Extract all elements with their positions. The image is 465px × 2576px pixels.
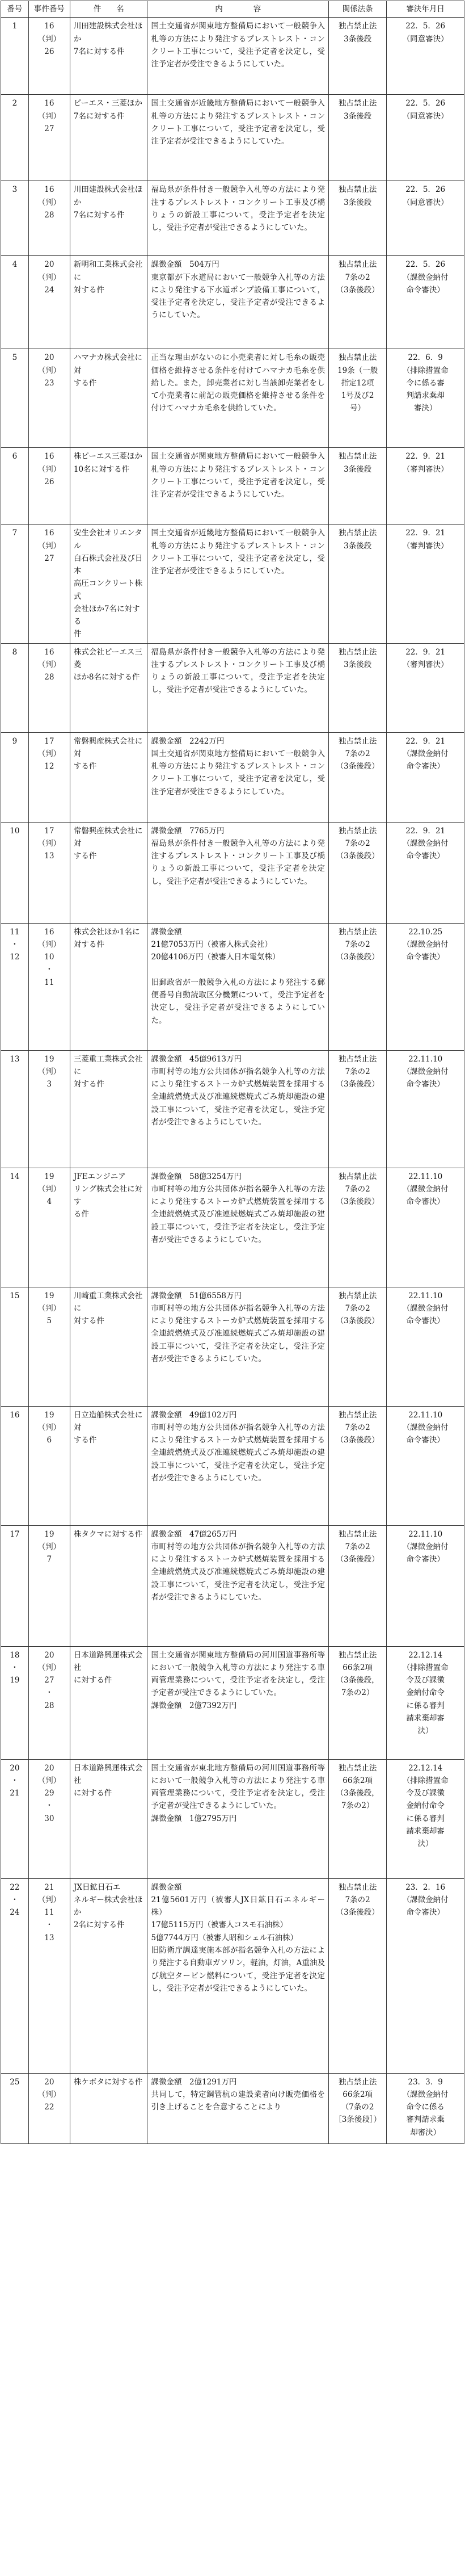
decision-date: 22．5．26 （同意審決） <box>387 181 464 256</box>
case-title: 三菱重工業株式会社に 対する件 <box>70 1050 147 1168</box>
decision-date: 22.11.10 （課徴金納付 命令審決） <box>387 1168 464 1287</box>
case-title: 常磐興産株式会社に対 する件 <box>70 732 147 822</box>
case-title: 日本道路興運株式会社 に対する件 <box>70 1759 147 1878</box>
table-row <box>1 448 464 525</box>
decision-date: 22．9．21 （審判審決） <box>387 643 464 732</box>
case-title: ハマナカ株式会社に対 する件 <box>70 349 147 448</box>
table-row <box>1 1878 464 2073</box>
decision-date: 22．5．26 （課徴金納付 命令審決） <box>387 256 464 349</box>
case-title: JX日鉱日石エ ネルギー株式会社ほか 2名に対する件 <box>70 1878 147 2073</box>
row-number: 6 <box>1 448 29 525</box>
case-title: ピーエス・三菱ほか 7名に対する件 <box>70 95 147 181</box>
case-number: 21 （判） 11 ・ 13 <box>28 1878 70 2073</box>
row-number: 17 <box>1 1525 29 1646</box>
table-body <box>1 18 464 2143</box>
related-law: 独占禁止法 3条後段 <box>328 181 386 256</box>
table-row <box>1 525 464 643</box>
header-case-number: 事件番号 <box>28 1 70 18</box>
case-number: 16 （判） 27 <box>28 95 70 181</box>
case-content: 課徴金額 2242万円 国土交通省が関東地方整備局において一般競争入札等の方法により発注するプレストレスト・コンクリート工事について，受注予定者を決定し，受注予定者が受注できるようにしていた。 <box>147 732 328 822</box>
header-law: 関係法条 <box>328 1 386 18</box>
case-content: 国土交通省が東北地方整備局の河川国道事務所等において一般競争入札等の方法により発注する車両管理業務について，受注予定者を決定し，受注予定者が受注できるようにしていた。 課徴金額 1億2795万円 <box>147 1759 328 1878</box>
case-title: 株ピーエス三菱ほか 10名に対する件 <box>70 448 147 525</box>
case-number: 19 （判） 5 <box>28 1287 70 1406</box>
row-number: 25 <box>1 2073 29 2143</box>
row-number: 7 <box>1 525 29 643</box>
table-row <box>1 256 464 349</box>
row-number: 18 ・ 19 <box>1 1646 29 1759</box>
row-number: 22 ・ 24 <box>1 1878 29 2073</box>
case-content: 国土交通省が関東地方整備局において一般競争入札等の方法により発注するプレストレスト・コンクリート工事について，受注予定者を決定し，受注予定者が受注できるようにしていた。 <box>147 18 328 95</box>
case-content: 課徴金額 58億3254万円 市町村等の地方公共団体が指名競争入札等の方法により発注するストーカ炉式燃焼装置を採用する全連続燃焼式及び准連続燃焼式ごみ焼却施設の建設工事について，受注予定者を決定し，受注予定者が受注できるようにしていた。 <box>147 1168 328 1287</box>
case-number: 17 （判） 13 <box>28 822 70 923</box>
case-content: 課徴金額 504万円 東京都が下水道局において一般競争入札等の方法により発注する下水道ポンプ設備工事について，受注予定者を決定し，受注予定者が受注できるようにしていた。 <box>147 256 328 349</box>
case-number: 20 （判） 27 ・ 28 <box>28 1646 70 1759</box>
related-law: 独占禁止法 7条の2 （3条後段） <box>328 1168 386 1287</box>
row-number: 11 ・ 12 <box>1 923 29 1050</box>
row-number: 8 <box>1 643 29 732</box>
case-content: 国土交通省が関東地方整備局の河川国道事務所等において一般競争入札等の方法により発注する車両管理業務について，受注予定者を決定し，受注予定者が受注できるようにしていた。 課徴金額 2億7392万円 <box>147 1646 328 1759</box>
case-content: 課徴金額 2億1291万円 共同して，特定鋼管杭の建設業者向け販売価格を引き上げることを合意することにより <box>147 2073 328 2143</box>
related-law: 独占禁止法 3条後段 <box>328 525 386 643</box>
table-row <box>1 1287 464 1406</box>
table-row <box>1 643 464 732</box>
case-content: 福島県が条件付き一般競争入札等の方法により発注するプレストレスト・コンクリート工事及び橋りょうの新設工事について，受注予定者を決定し，受注予定者が受注できるようにしていた。 <box>147 643 328 732</box>
case-title: 株ケボタに対する件 <box>70 2073 147 2143</box>
related-law: 独占禁止法 7条の2 （3条後段） <box>328 1287 386 1406</box>
case-title: 常磐興産株式会社に対 する件 <box>70 822 147 923</box>
header-row <box>1 1 464 18</box>
table-row <box>1 2073 464 2143</box>
case-content: 課徴金額 47億265万円 市町村等の地方公共団体が指名競争入札等の方法により発注するストーカ炉式燃焼装置を採用する全連続燃焼式及び准連続燃焼式ごみ焼却施設の建設工事について，受注予定者を決定し，受注予定者が受注できるようにしていた。 <box>147 1525 328 1646</box>
case-content: 国土交通省が関東地方整備局において一般競争入札等の方法により発注するプレストレスト・コンクリート工事について，受注予定者を決定し，受注予定者が受注できるようにしていた。 <box>147 448 328 525</box>
case-number: 19 （判） 4 <box>28 1168 70 1287</box>
decision-date: 22.11.10 （課徴金納付 命令審決） <box>387 1525 464 1646</box>
case-number: 20 （判） 29 ・ 30 <box>28 1759 70 1878</box>
decision-date: 22.11.10 （課徴金納付 命令審決） <box>387 1050 464 1168</box>
case-title: 川崎重工業株式会社に 対する件 <box>70 1287 147 1406</box>
case-title: 株式会社ほか1名に 対する件 <box>70 923 147 1050</box>
related-law: 独占禁止法 7条の2 （3条後段） <box>328 256 386 349</box>
related-law: 独占禁止法 66条2項 （3条後段， 7条の2） <box>328 1646 386 1759</box>
case-number: 16 （判） 27 <box>28 525 70 643</box>
table-row <box>1 1168 464 1287</box>
decision-date: 22.11.10 （課徴金納付 命令審決） <box>387 1287 464 1406</box>
decision-date: 23．2．16 （課徴金納付 命令審決） <box>387 1878 464 2073</box>
decision-date: 22.11.10 （課徴金納付 命令審決） <box>387 1406 464 1525</box>
decision-date: 22.12.14 （排除措置命 令及び課徴 金納付命令 に係る審判 請求棄却審 決） <box>387 1759 464 1878</box>
case-title: 日立造船株式会社に対 する件 <box>70 1406 147 1525</box>
row-number: 14 <box>1 1168 29 1287</box>
case-table <box>1 1 464 2144</box>
table-row <box>1 1525 464 1646</box>
case-number: 16 （判） 26 <box>28 18 70 95</box>
case-number: 17 （判） 12 <box>28 732 70 822</box>
decision-date: 22．9．21 （審判審決） <box>387 448 464 525</box>
row-number: 13 <box>1 1050 29 1168</box>
case-number: 20 （判） 24 <box>28 256 70 349</box>
table-row <box>1 1759 464 1878</box>
case-content: 課徴金額 51億6558万円 市町村等の地方公共団体が指名競争入札等の方法により発注するストーカ炉式燃焼装置を採用する全連続燃焼式及び准連続燃焼式ごみ焼却施設の建設工事について，受注予定者を決定し，受注予定者が受注できるようにしていた。 <box>147 1287 328 1406</box>
case-title: 株タクマに対する件 <box>70 1525 147 1646</box>
table-row <box>1 732 464 822</box>
row-number: 10 <box>1 822 29 923</box>
case-content: 課徴金額 49億102万円 市町村等の地方公共団体が指名競争入札等の方法により発注するストーカ炉式燃焼装置を採用する全連続燃焼式及び准連続燃焼式ごみ焼却施設の建設工事について，受注予定者を決定し，受注予定者が受注できるようにしていた。 <box>147 1406 328 1525</box>
related-law: 独占禁止法 7条の2 （3条後段） <box>328 732 386 822</box>
case-title: 日本道路興運株式会社 に対する件 <box>70 1646 147 1759</box>
related-law: 独占禁止法 7条の2 （3条後段） <box>328 1406 386 1525</box>
case-content: 国土交通省が近畿地方整備局において一般競争入札等の方法により発注するプレストレスト・コンクリート工事について，受注予定者を決定し，受注予定者が受注できるようにしていた。 <box>147 95 328 181</box>
case-content: 課徴金額 45億9613万円 市町村等の地方公共団体が指名競争入札等の方法により発注するストーカ炉式燃焼装置を採用する全連続燃焼式及び准連続燃焼式ごみ焼却施設の建設工事について，受注予定者を決定し，受注予定者が受注できるようにしていた。 <box>147 1050 328 1168</box>
related-law: 独占禁止法 7条の2 （3条後段） <box>328 822 386 923</box>
table-row <box>1 822 464 923</box>
case-content: 国土交通省が近畿地方整備局において一般競争入札等の方法により発注するプレストレスト・コンクリート工事について，受注予定者を決定し，受注予定者が受注できるようにしていた。 <box>147 525 328 643</box>
case-title: JFEエンジニア リング株式会社に対す る件 <box>70 1168 147 1287</box>
case-title: 安生会社オリエンタル 白石株式会社及び日本 高圧コンクリート株式 会社ほか7名に対する 件 <box>70 525 147 643</box>
case-title: 川田建設株式会社ほか 7名に対する件 <box>70 18 147 95</box>
table-row <box>1 18 464 95</box>
case-number: 16 （判） 28 <box>28 643 70 732</box>
row-number: 15 <box>1 1287 29 1406</box>
decision-date: 22.10.25 （課徴金納付 命令審決） <box>387 923 464 1050</box>
row-number: 3 <box>1 181 29 256</box>
decision-date: 22．9．21 （課徴金納付 命令審決） <box>387 732 464 822</box>
header-content: 内 容 <box>147 1 328 18</box>
case-number: 19 （判） 6 <box>28 1406 70 1525</box>
table-row <box>1 181 464 256</box>
decision-date: 22．9．21 （審判審決） <box>387 525 464 643</box>
case-content: 課徴金額 7765万円 福島県が条件付き一般競争入札等の方法により発注するプレストレスト・コンクリート工事及び橋りょうの新設工事について，受注予定者を決定し，受注予定者が受注できるようにしていた。 <box>147 822 328 923</box>
table-row <box>1 95 464 181</box>
case-number: 19 （判） 3 <box>28 1050 70 1168</box>
related-law: 独占禁止法 7条の2 （3条後段） <box>328 1878 386 2073</box>
related-law: 独占禁止法 3条後段 <box>328 643 386 732</box>
row-number: 2 <box>1 95 29 181</box>
row-number: 5 <box>1 349 29 448</box>
case-content: 課徴金額 21億5601万円（被審人JX日鉱日石エネルギー株） 17億5115万円（被審人コスモ石油株） 5億7744万円（被審人昭和シェル石油株） 旧防衛庁調達実施本部が指名競争入札の方法により発注する自動車ガソリン，軽油，灯油，A重油及び航空タービン燃料について，受注予定者を決定し，受注予定者が受注できるようにしていた。 <box>147 1878 328 2073</box>
related-law: 独占禁止法 66条2項 （7条の2 ［3条後段］） <box>328 2073 386 2143</box>
case-content: 正当な理由がないのに小売業者に対し毛糸の販売価格を維持させる条件を付けてハマナカ毛糸を供給した。また，卸売業者に対し当該卸売業者をして小売業者に前記の販売価格を維持させる条件を付けてハマナカ毛糸を供給していた。 <box>147 349 328 448</box>
row-number: 4 <box>1 256 29 349</box>
table-row <box>1 923 464 1050</box>
related-law: 独占禁止法 3条後段 <box>328 448 386 525</box>
decision-date: 22．5．26 （同意審決） <box>387 95 464 181</box>
table-row <box>1 1050 464 1168</box>
case-number: 16 （判） 28 <box>28 181 70 256</box>
decision-date: 22．6．9 （排除措置命 令に係る審 判請求棄却 審決） <box>387 349 464 448</box>
related-law: 独占禁止法 19条（一般 指定12項 1号及び2 号） <box>328 349 386 448</box>
row-number: 16 <box>1 1406 29 1525</box>
case-title: 新明和工業株式会社に 対する件 <box>70 256 147 349</box>
row-number: 9 <box>1 732 29 822</box>
case-number: 16 （判） 26 <box>28 448 70 525</box>
table-row <box>1 1646 464 1759</box>
case-title: 川田建設株式会社ほか 7名に対する件 <box>70 181 147 256</box>
case-number: 19 （判） 7 <box>28 1525 70 1646</box>
table-row <box>1 1406 464 1525</box>
case-content: 課徴金額 21億7053万円（被審人株式会社） 20億4106万円（被審人日本電気株） 旧郵政省が一般競争入札の方法により発注する郵便番号自動読取区分機類について，受注予定者を決定し，受注予定者が受注できるようにしていた。 <box>147 923 328 1050</box>
header-title: 件 名 <box>70 1 147 18</box>
case-number: 20 （判） 22 <box>28 2073 70 2143</box>
related-law: 独占禁止法 7条の2 （3条後段） <box>328 1525 386 1646</box>
case-number: 20 （判） 23 <box>28 349 70 448</box>
case-number: 16 （判） 10 ・ 11 <box>28 923 70 1050</box>
related-law: 独占禁止法 7条の2 （3条後段） <box>328 1050 386 1168</box>
decision-date: 22．5．26 （同意審決） <box>387 18 464 95</box>
header-date: 審決年月日 <box>387 1 464 18</box>
decision-date: 22．9．21 （課徴金納付 命令審決） <box>387 822 464 923</box>
case-title: 株式会社ピーエス三菱 ほか8名に対する件 <box>70 643 147 732</box>
related-law: 独占禁止法 3条後段 <box>328 95 386 181</box>
table-row <box>1 349 464 448</box>
header-number: 番号 <box>1 1 29 18</box>
row-number: 1 <box>1 18 29 95</box>
row-number: 20 ・ 21 <box>1 1759 29 1878</box>
decision-date: 22.12.14 （排除措置命 令及び課徴 金納付命令 に係る審判 請求棄却審 決） <box>387 1646 464 1759</box>
decision-date: 23．3．9 （課徴金納付 命令に係る 審判請求棄 却審決） <box>387 2073 464 2143</box>
related-law: 独占禁止法 7条の2 （3条後段） <box>328 923 386 1050</box>
related-law: 独占禁止法 3条後段 <box>328 18 386 95</box>
related-law: 独占禁止法 66条2項 （3条後段， 7条の2） <box>328 1759 386 1878</box>
case-content: 福島県が条件付き一般競争入札等の方法により発注するプレストレスト・コンクリート工事及び橋りょうの新設工事について，受注予定者を決定し，受注予定者が受注できるようにしていた。 <box>147 181 328 256</box>
